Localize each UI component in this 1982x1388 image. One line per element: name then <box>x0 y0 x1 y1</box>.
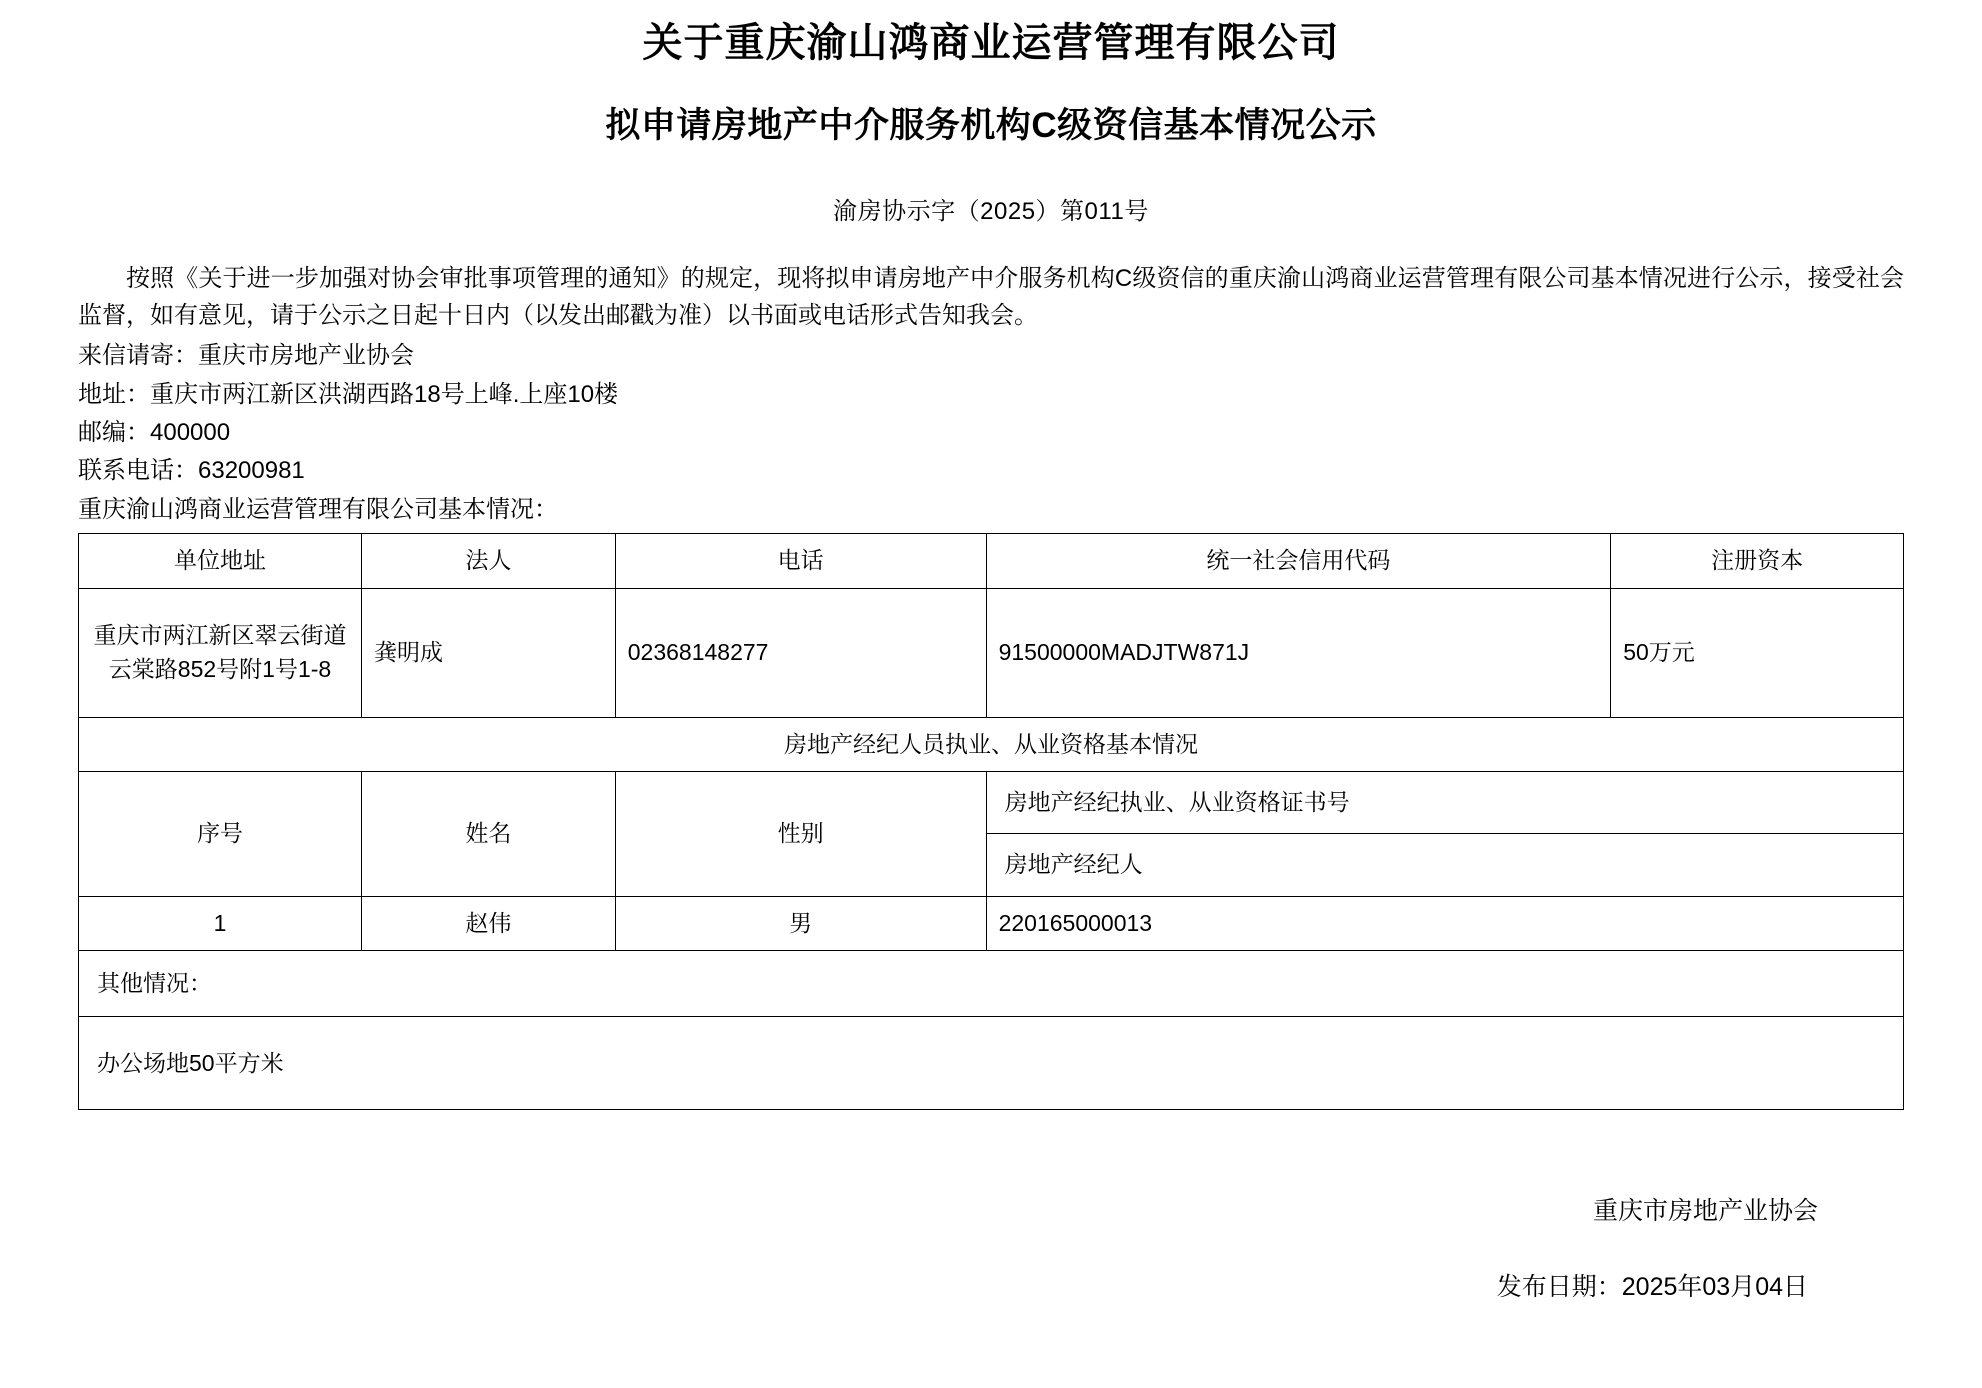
contact-block <box>78 337 1904 529</box>
cell-phone: 02368148277 <box>615 588 986 717</box>
header-certificate-number: 房地产经纪执业、从业资格证书号 <box>987 772 1903 834</box>
header-broker-type: 房地产经纪人 <box>1004 851 1143 878</box>
contact-mail-to: 来信请寄：重庆市房地产业协会 <box>78 342 414 370</box>
notice-paragraph-text: 按照《关于进一步加强对协会审批事项管理的通知》的规定，现将拟申请房地产中介服务机构C级资信的重庆渝山鸿商业运营管理有限公司基本情况进行公示，接受社会监督，如有意见，请于公示之日起十日内（以发出邮戳为准）以书面或电话形式告知我会。 <box>78 264 1904 330</box>
contact-address: 地址：重庆市两江新区洪湖西路18号上峰.上座10楼 <box>78 380 619 408</box>
contact-postcode: 邮编：400000 <box>78 419 231 447</box>
document-number: 渝房协示字（2025）第011号 <box>833 197 1149 225</box>
footer-block <box>78 1196 1904 1302</box>
notice-paragraph <box>78 260 1904 336</box>
page-title-line2: 拟申请房地产中介服务机构C级资信基本情况公示 <box>605 106 1377 145</box>
table-row <box>79 588 1904 717</box>
cell-gender: 男 <box>615 896 986 950</box>
cell-name: 赵伟 <box>362 896 616 950</box>
cell-unit-address: 重庆市两江新区翠云街道云棠路852号附1号1-8 <box>79 588 362 717</box>
other-label-row <box>79 950 1904 1016</box>
other-situation-content: 办公场地50平方米 <box>79 1017 1904 1110</box>
table-row <box>79 896 1904 950</box>
cell-registered-capital: 50万元 <box>1611 588 1904 717</box>
table-caption: 重庆渝山鸿商业运营管理有限公司基本情况： <box>78 495 558 523</box>
title-block <box>78 0 1904 153</box>
cell-legal-person: 龚明成 <box>362 588 616 717</box>
cell-certificate-number: 220165000013 <box>986 896 1903 950</box>
other-content-row <box>79 1017 1904 1110</box>
broker-section-title-row <box>79 717 1904 771</box>
header-gender: 性别 <box>615 771 986 896</box>
page-title-line1: 关于重庆渝山鸿商业运营管理有限公司 <box>642 21 1340 65</box>
cell-credit-code: 91500000MADJTW871J <box>986 588 1611 717</box>
header-unit-address: 单位地址 <box>79 534 362 588</box>
header-phone: 电话 <box>615 534 986 588</box>
broker-header-row <box>79 771 1904 896</box>
table-header-row <box>79 534 1904 588</box>
header-index: 序号 <box>79 771 362 896</box>
header-certificate-group <box>986 771 1903 896</box>
broker-section-title: 房地产经纪人员执业、从业资格基本情况 <box>79 717 1904 771</box>
cell-index: 1 <box>79 896 362 950</box>
header-name: 姓名 <box>362 771 616 896</box>
issuing-organization: 重庆市房地产业协会 <box>1592 1197 1818 1226</box>
publish-date: 发布日期：2025年03月04日 <box>1496 1273 1808 1302</box>
contact-phone: 联系电话：63200981 <box>78 457 305 485</box>
header-legal-person: 法人 <box>362 534 616 588</box>
header-credit-code: 统一社会信用代码 <box>986 534 1611 588</box>
company-info-table <box>78 533 1904 1110</box>
header-registered-capital: 注册资本 <box>1611 534 1904 588</box>
other-situation-label: 其他情况： <box>79 950 1904 1016</box>
